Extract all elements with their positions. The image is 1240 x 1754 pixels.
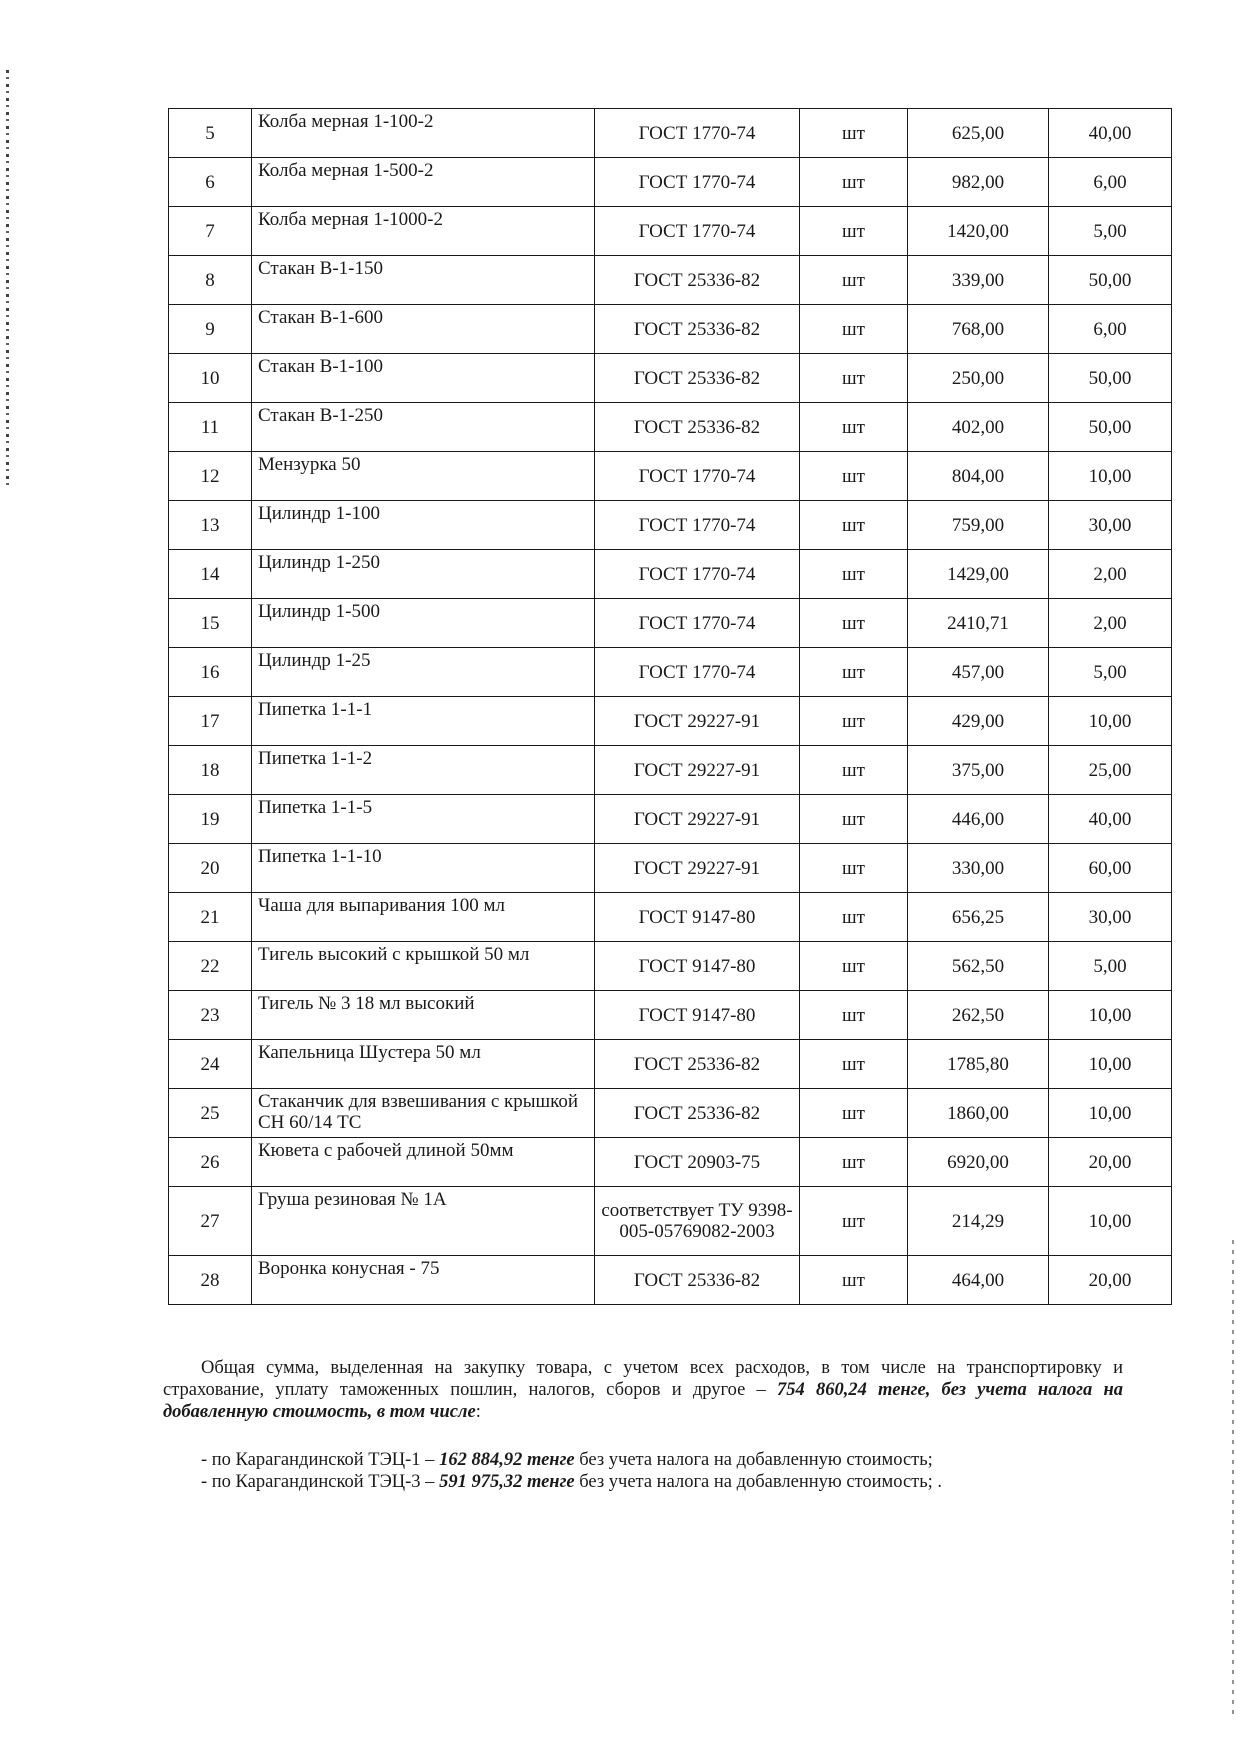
item-unit-cell: шт [800,305,908,354]
item-number-cell: 8 [169,256,252,305]
item-number-cell: 11 [169,403,252,452]
item-name-cell: Цилиндр 1-250 [252,550,595,599]
item-number-cell: 18 [169,746,252,795]
table-row [169,109,1172,158]
item-price-cell: 759,00 [908,501,1049,550]
goods-table [168,108,1172,1305]
item-name-cell: Капельница Шустера 50 мл [252,1040,595,1089]
item-name-cell: Кювета с рабочей длиной 50мм [252,1138,595,1187]
item-price-cell: 804,00 [908,452,1049,501]
item-standard-cell: ГОСТ 25336-82 [595,305,800,354]
item-unit-cell: шт [800,697,908,746]
item-price-cell: 2410,71 [908,599,1049,648]
item-standard-cell: ГОСТ 1770-74 [595,648,800,697]
item-price-cell: 339,00 [908,256,1049,305]
breakdown-prefix: - по Карагандинской ТЭЦ-1 – [201,1450,440,1470]
item-price-cell: 1429,00 [908,550,1049,599]
breakdown-prefix: - по Карагандинской ТЭЦ-3 – [201,1472,440,1492]
item-standard-cell: ГОСТ 9147-80 [595,942,800,991]
item-name-cell: Пипетка 1-1-10 [252,844,595,893]
table-row [169,795,1172,844]
item-price-cell: 1420,00 [908,207,1049,256]
item-price-cell: 375,00 [908,746,1049,795]
item-number-cell: 9 [169,305,252,354]
table-row [169,1256,1172,1305]
item-unit-cell: шт [800,1256,908,1305]
table-row [169,354,1172,403]
table-row [169,697,1172,746]
item-quantity-cell: 5,00 [1049,207,1172,256]
item-number-cell: 7 [169,207,252,256]
item-quantity-cell: 10,00 [1049,991,1172,1040]
item-standard-cell: ГОСТ 29227-91 [595,697,800,746]
item-quantity-cell: 50,00 [1049,256,1172,305]
item-standard-cell: ГОСТ 29227-91 [595,844,800,893]
item-unit-cell: шт [800,207,908,256]
item-price-cell: 768,00 [908,305,1049,354]
item-unit-cell: шт [800,550,908,599]
summary-breakdown-list [163,1449,1123,1493]
item-name-cell: Цилиндр 1-500 [252,599,595,648]
summary-breakdown-item [201,1449,1123,1471]
breakdown-suffix: без учета налога на добавленную стоимость; [574,1450,933,1470]
item-standard-cell: ГОСТ 1770-74 [595,452,800,501]
item-number-cell: 22 [169,942,252,991]
item-number-cell: 13 [169,501,252,550]
item-quantity-cell: 40,00 [1049,795,1172,844]
item-number-cell: 25 [169,1089,252,1138]
table-row [169,403,1172,452]
item-name-cell: Чаша для выпаривания 100 мл [252,893,595,942]
breakdown-amount: 591 975,32 тенге [439,1472,575,1492]
item-unit-cell: шт [800,109,908,158]
item-number-cell: 27 [169,1187,252,1256]
table-row [169,599,1172,648]
item-number-cell: 6 [169,158,252,207]
scan-edge-mark-left [6,70,9,490]
item-quantity-cell: 30,00 [1049,893,1172,942]
item-price-cell: 457,00 [908,648,1049,697]
item-price-cell: 625,00 [908,109,1049,158]
item-unit-cell: шт [800,256,908,305]
item-price-cell: 656,25 [908,893,1049,942]
item-standard-cell: ГОСТ 1770-74 [595,158,800,207]
item-quantity-cell: 6,00 [1049,158,1172,207]
item-price-cell: 446,00 [908,795,1049,844]
item-price-cell: 214,29 [908,1187,1049,1256]
table-row [169,893,1172,942]
goods-table-body [169,109,1172,1305]
item-unit-cell: шт [800,501,908,550]
item-standard-cell: ГОСТ 1770-74 [595,501,800,550]
item-price-cell: 1860,00 [908,1089,1049,1138]
item-number-cell: 26 [169,1138,252,1187]
item-unit-cell: шт [800,354,908,403]
item-standard-cell: ГОСТ 1770-74 [595,207,800,256]
item-quantity-cell: 10,00 [1049,1187,1172,1256]
item-name-cell: Тигель № 3 18 мл высокий [252,991,595,1040]
item-number-cell: 5 [169,109,252,158]
item-standard-cell: ГОСТ 25336-82 [595,354,800,403]
item-number-cell: 28 [169,1256,252,1305]
item-name-cell: Стакан В-1-100 [252,354,595,403]
item-standard-cell: ГОСТ 25336-82 [595,256,800,305]
scan-edge-mark-right [1232,1240,1234,1720]
summary-section [163,1357,1123,1493]
item-quantity-cell: 2,00 [1049,599,1172,648]
item-name-cell: Колба мерная 1-1000-2 [252,207,595,256]
breakdown-suffix: без учета налога на добавленную стоимость; . [574,1472,943,1492]
item-number-cell: 15 [169,599,252,648]
item-name-cell: Колба мерная 1-500-2 [252,158,595,207]
item-quantity-cell: 40,00 [1049,109,1172,158]
item-price-cell: 1785,80 [908,1040,1049,1089]
summary-text-before: Общая сумма, выделенная на закупку товара, с учетом всех расходов, в том числе на транспортировку и страхование, уплату таможенных пошлин, налогов, сборов и другое – [163,1358,1123,1400]
table-row [169,256,1172,305]
table-row [169,844,1172,893]
item-standard-cell: соответствует ТУ 9398-005-05769082-2003 [595,1187,800,1256]
item-name-cell: Стакан В-1-600 [252,305,595,354]
item-quantity-cell: 10,00 [1049,1040,1172,1089]
item-quantity-cell: 5,00 [1049,648,1172,697]
item-quantity-cell: 5,00 [1049,942,1172,991]
item-price-cell: 982,00 [908,158,1049,207]
item-name-cell: Пипетка 1-1-2 [252,746,595,795]
summary-total: 754 860,24 тенге, без учета налога на добавленную стоимость, в том числе [163,1380,1123,1422]
item-price-cell: 429,00 [908,697,1049,746]
table-row [169,452,1172,501]
item-name-cell: Цилиндр 1-100 [252,501,595,550]
item-standard-cell: ГОСТ 1770-74 [595,109,800,158]
item-number-cell: 19 [169,795,252,844]
item-standard-cell: ГОСТ 25336-82 [595,1089,800,1138]
table-row [169,942,1172,991]
item-standard-cell: ГОСТ 25336-82 [595,1256,800,1305]
item-unit-cell: шт [800,942,908,991]
item-price-cell: 330,00 [908,844,1049,893]
table-row [169,158,1172,207]
item-standard-cell: ГОСТ 9147-80 [595,991,800,1040]
item-price-cell: 402,00 [908,403,1049,452]
item-name-cell: Стаканчик для взвешивания с крышкой СН 60/14 ТС [252,1089,595,1138]
item-quantity-cell: 50,00 [1049,403,1172,452]
goods-table-container [168,108,1161,1305]
item-name-cell: Воронка конусная - 75 [252,1256,595,1305]
item-name-cell: Пипетка 1-1-1 [252,697,595,746]
item-quantity-cell: 60,00 [1049,844,1172,893]
table-row [169,1089,1172,1138]
item-standard-cell: ГОСТ 1770-74 [595,550,800,599]
item-unit-cell: шт [800,795,908,844]
item-quantity-cell: 20,00 [1049,1138,1172,1187]
item-quantity-cell: 50,00 [1049,354,1172,403]
item-number-cell: 10 [169,354,252,403]
item-unit-cell: шт [800,844,908,893]
item-name-cell: Тигель высокий с крышкой 50 мл [252,942,595,991]
table-row [169,1040,1172,1089]
item-unit-cell: шт [800,452,908,501]
summary-breakdown-item [201,1471,1123,1493]
table-row [169,1187,1172,1256]
item-number-cell: 20 [169,844,252,893]
table-row [169,991,1172,1040]
summary-text-after: : [475,1402,481,1422]
item-standard-cell: ГОСТ 9147-80 [595,893,800,942]
item-price-cell: 262,50 [908,991,1049,1040]
item-quantity-cell: 10,00 [1049,697,1172,746]
item-name-cell: Стакан В-1-250 [252,403,595,452]
table-row [169,648,1172,697]
item-price-cell: 464,00 [908,1256,1049,1305]
table-row [169,746,1172,795]
item-unit-cell: шт [800,746,908,795]
item-standard-cell: ГОСТ 25336-82 [595,1040,800,1089]
item-quantity-cell: 10,00 [1049,1089,1172,1138]
item-number-cell: 14 [169,550,252,599]
item-name-cell: Пипетка 1-1-5 [252,795,595,844]
item-unit-cell: шт [800,991,908,1040]
breakdown-amount: 162 884,92 тенге [439,1450,575,1470]
item-unit-cell: шт [800,1187,908,1256]
item-standard-cell: ГОСТ 1770-74 [595,599,800,648]
item-unit-cell: шт [800,403,908,452]
table-row [169,305,1172,354]
item-quantity-cell: 10,00 [1049,452,1172,501]
item-unit-cell: шт [800,599,908,648]
item-name-cell: Цилиндр 1-25 [252,648,595,697]
item-unit-cell: шт [800,648,908,697]
item-unit-cell: шт [800,158,908,207]
item-quantity-cell: 30,00 [1049,501,1172,550]
item-number-cell: 24 [169,1040,252,1089]
item-name-cell: Колба мерная 1-100-2 [252,109,595,158]
item-standard-cell: ГОСТ 29227-91 [595,746,800,795]
item-number-cell: 16 [169,648,252,697]
item-price-cell: 6920,00 [908,1138,1049,1187]
item-number-cell: 17 [169,697,252,746]
table-row [169,1138,1172,1187]
item-unit-cell: шт [800,1089,908,1138]
item-standard-cell: ГОСТ 20903-75 [595,1138,800,1187]
table-row [169,501,1172,550]
item-quantity-cell: 25,00 [1049,746,1172,795]
item-number-cell: 12 [169,452,252,501]
item-price-cell: 250,00 [908,354,1049,403]
item-number-cell: 21 [169,893,252,942]
item-name-cell: Стакан В-1-150 [252,256,595,305]
item-unit-cell: шт [800,1138,908,1187]
item-unit-cell: шт [800,893,908,942]
summary-paragraph [163,1357,1123,1423]
item-number-cell: 23 [169,991,252,1040]
item-quantity-cell: 2,00 [1049,550,1172,599]
item-unit-cell: шт [800,1040,908,1089]
item-price-cell: 562,50 [908,942,1049,991]
item-standard-cell: ГОСТ 29227-91 [595,795,800,844]
table-row [169,550,1172,599]
item-quantity-cell: 20,00 [1049,1256,1172,1305]
item-quantity-cell: 6,00 [1049,305,1172,354]
table-row [169,207,1172,256]
item-name-cell: Мензурка 50 [252,452,595,501]
item-name-cell: Груша резиновая № 1А [252,1187,595,1256]
item-standard-cell: ГОСТ 25336-82 [595,403,800,452]
